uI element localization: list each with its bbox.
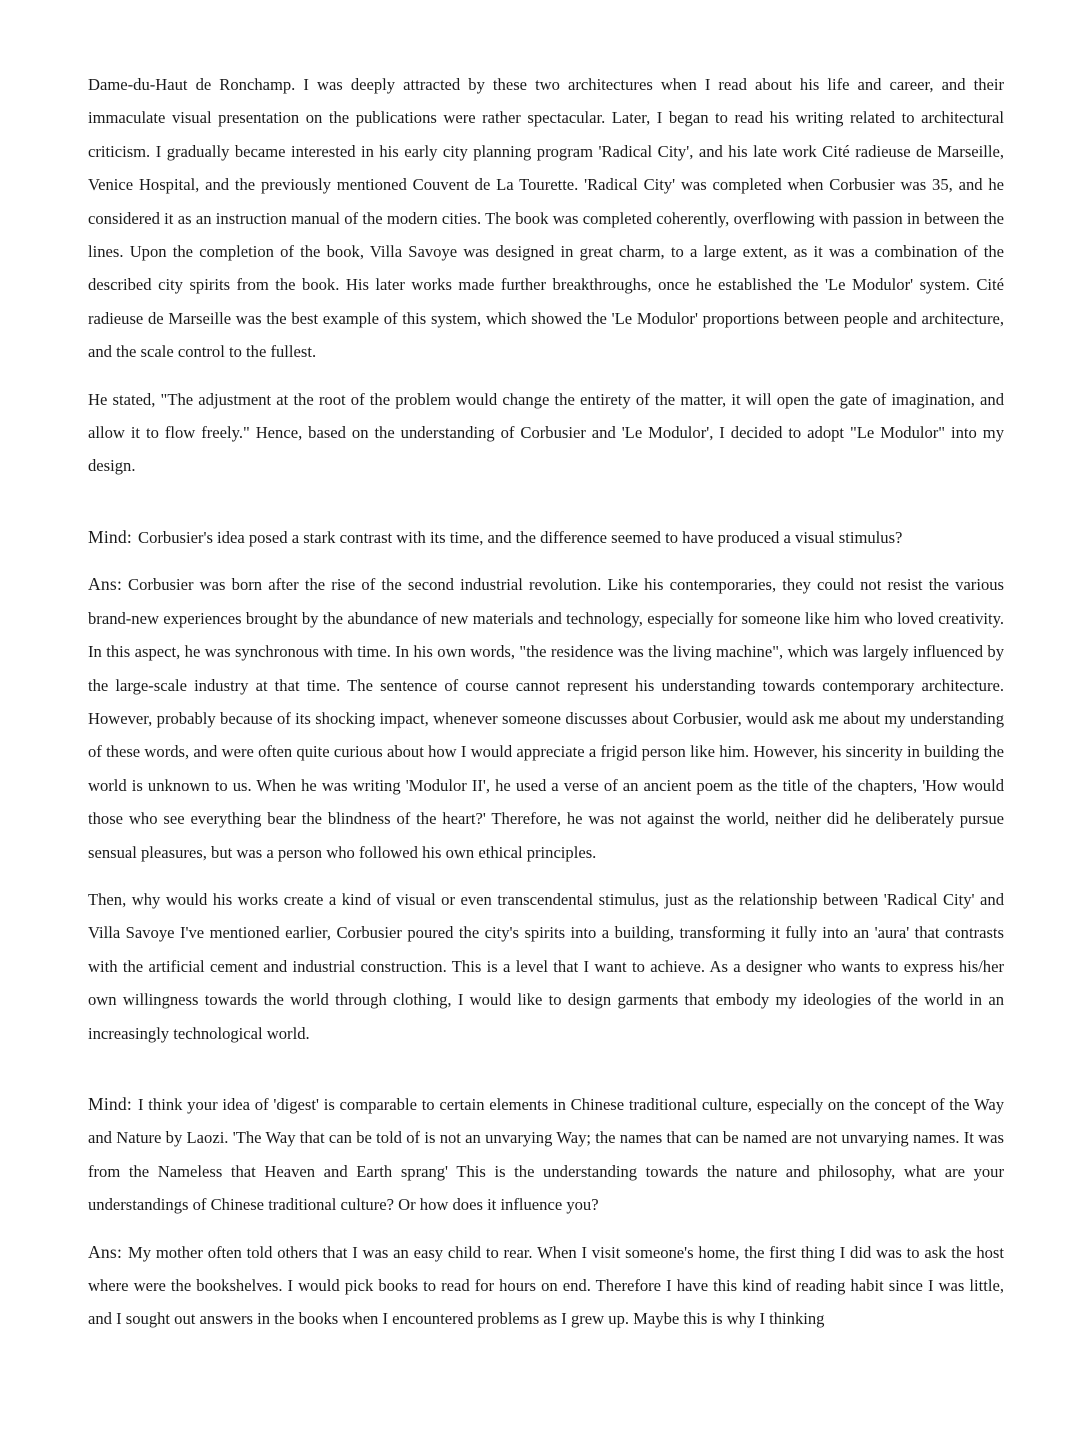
paragraph-text: Then, why would his works create a kind of visual or even transcendental stimulus, just as the relationship between 'Radical City' and Villa Savoye I've mentioned earlier, Corbusier poured the city's spirits into a building, transforming it fully into an 'aura' that contrasts with the artificial cement and industrial construction. This is a level that I want to achieve. As a designer who wants to express his/her own willingness towards the world through clothing, I would like to design garments that embody my ideologies of the world in an increasingly technological world. [88, 889, 1004, 1043]
paragraph-text: Dame-du-Haut de Ronchamp. I was deeply attracted by these two architectures when I read about his life and career, and their immaculate visual presentation on the publications were rather spectacular. Later, I began to read his writing related to architectural criticism. I gradually became interested in his early city planning program 'Radical City', and his late work Cité radieuse de Marseille, Venice Hospital, and the previously mentioned Couvent de La Tourette. 'Radical City' was completed when Corbusier was 35, and he considered it as an instruction manual of the modern cities. The book was completed coherently, overflowing with passion in between the lines. Upon the completion of the book, Villa Savoye was designed in great charm, to a large extent, as it was a combination of the described city spirits from the book. His later works made further breakthroughs, once he established the 'Le Modulor' system. Cité radieuse de Marseille was the best example of this system, which showed the 'Le Modulor' proportions between people and architecture, and the scale control to the fullest. [88, 75, 1004, 362]
question-text: Corbusier's idea posed a stark contrast with its time, and the difference seemed to have produced a visual stimulus? [138, 527, 903, 547]
speaker-label: Mind: [88, 526, 133, 547]
question-chinese-culture [88, 1088, 1004, 1222]
speaker-label: Mind: [88, 1093, 133, 1114]
speaker-label: Ans: [88, 1241, 123, 1262]
paragraph-le-modulor-quote [88, 383, 1004, 483]
question-text: I think your idea of 'digest' is comparable to certain elements in Chinese traditional culture, especially on the concept of the Way and Nature by Laozi. 'The Way that can be told of is not an unvarying Way; the names that can be named are not unvarying names. It was from the Nameless that Heaven and Earth sprang' This is the understanding towards the nature and philosophy, what are your understandings of Chinese traditional culture? Or how does it influence you? [88, 1094, 1004, 1215]
answer-reading-habit [88, 1236, 1004, 1336]
speaker-label: Ans: [88, 574, 123, 595]
question-visual-stimulus [88, 521, 1004, 554]
answer-text: My mother often told others that I was an easy child to rear. When I visit someone's home, the first thing I did was to ask the host where were the bookshelves. I would pick books to read for hours on end. Therefore I have this kind of reading habit since I was little, and I sought out answers in the books when I encountered problems as I grew up. Maybe this is why I thinking [88, 1242, 1004, 1329]
answer-text: Corbusier was born after the rise of the second industrial revolution. Like his contemporaries, they could not resist the various brand-new experiences brought by the abundance of new materials and technology, especially for someone like him who loved creativity. In this aspect, he was synchronous with time. In his own words, "the residence was the living machine", which was largely influenced by the large-scale industry at that time. The sentence of course cannot represent his understanding towards contemporary architecture. However, probably because of its shocking impact, whenever someone discusses about Corbusier, would ask me about my understanding of these words, and were often quite curious about how I would appreciate a frigid person like him. However, his sincerity in building the world is unknown to us. When he was writing 'Modulor II', he used a verse of an ancient poem as the title of the chapters, 'How would those who see everything bear the blindness of the heart?' Therefore, he was not against the world, neither did he deliberately pursue sensual pleasures, but was a person who followed his own ethical principles. [88, 575, 1004, 862]
answer-industrial-revolution [88, 568, 1004, 869]
document-page [88, 68, 1004, 1336]
paragraph-ronchamp [88, 68, 1004, 369]
paragraph-transcendental-stimulus [88, 883, 1004, 1050]
paragraph-text: He stated, "The adjustment at the root of the problem would change the entirety of the matter, it will open the gate of imagination, and allow it to flow freely." Hence, based on the understanding of Corbusier and 'Le Modulor', I decided to adopt "Le Modulor" into my design. [88, 389, 1004, 476]
